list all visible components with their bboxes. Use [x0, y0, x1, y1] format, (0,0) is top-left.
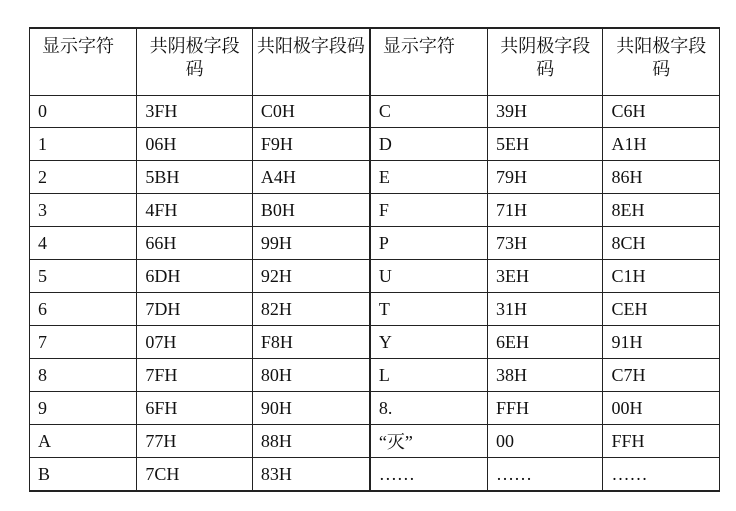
table-row	[30, 293, 720, 326]
cell-display-char-2: U	[370, 260, 488, 293]
cell-common-anode-code: B0H	[252, 194, 370, 227]
cell-display-char-2: T	[370, 293, 488, 326]
cell-display-char-2: L	[370, 359, 488, 392]
cell-display-char: 6	[30, 293, 137, 326]
header-display-char: 显示字符	[30, 28, 137, 96]
cell-common-anode-code-2: CEH	[603, 293, 720, 326]
cell-common-cathode-code-2: 71H	[487, 194, 603, 227]
cell-common-anode-code-2: C1H	[603, 260, 720, 293]
cell-display-char: 2	[30, 161, 137, 194]
cell-common-anode-code-2: A1H	[603, 128, 720, 161]
table-row	[30, 359, 720, 392]
cell-common-anode-code-2: C7H	[603, 359, 720, 392]
cell-common-cathode-code: 3FH	[137, 96, 253, 128]
cell-common-anode-code: 83H	[252, 458, 370, 492]
header-common-cathode-code-2: 共阴极字段码	[487, 28, 603, 96]
cell-common-anode-code-2: 8CH	[603, 227, 720, 260]
cell-display-char: 5	[30, 260, 137, 293]
cell-common-anode-code: 82H	[252, 293, 370, 326]
cell-common-anode-code: A4H	[252, 161, 370, 194]
cell-common-cathode-code: 4FH	[137, 194, 253, 227]
cell-common-cathode-code: 6FH	[137, 392, 253, 425]
header-common-anode-code-2: 共阳极字段码	[603, 28, 720, 96]
header-display-char-2: 显示字符	[370, 28, 488, 96]
cell-display-char-2: Y	[370, 326, 488, 359]
cell-display-char-2: C	[370, 96, 488, 128]
cell-common-cathode-code-2: 79H	[487, 161, 603, 194]
cell-common-cathode-code: 07H	[137, 326, 253, 359]
table-row	[30, 96, 720, 128]
cell-common-cathode-code: 5BH	[137, 161, 253, 194]
cell-display-char: A	[30, 425, 137, 458]
cell-common-cathode-code: 77H	[137, 425, 253, 458]
cell-display-char: 9	[30, 392, 137, 425]
table-row	[30, 128, 720, 161]
cell-common-cathode-code-2: 31H	[487, 293, 603, 326]
cell-common-anode-code: 90H	[252, 392, 370, 425]
cell-display-char: 8	[30, 359, 137, 392]
table-row	[30, 194, 720, 227]
cell-common-cathode-code: 66H	[137, 227, 253, 260]
cell-common-cathode-code-2: ……	[487, 458, 603, 492]
cell-common-anode-code: 88H	[252, 425, 370, 458]
table-row	[30, 425, 720, 458]
cell-display-char-2: D	[370, 128, 488, 161]
table-row	[30, 161, 720, 194]
cell-display-char-2: 8.	[370, 392, 488, 425]
cell-display-char-2: ……	[370, 458, 488, 492]
cell-common-cathode-code-2: 73H	[487, 227, 603, 260]
header-common-cathode-code: 共阴极字段码	[137, 28, 253, 96]
cell-common-anode-code: 92H	[252, 260, 370, 293]
cell-common-cathode-code-2: FFH	[487, 392, 603, 425]
cell-common-cathode-code-2: 6EH	[487, 326, 603, 359]
cell-common-cathode-code: 06H	[137, 128, 253, 161]
cell-display-char-2: P	[370, 227, 488, 260]
table-row	[30, 392, 720, 425]
table-row	[30, 326, 720, 359]
cell-common-cathode-code: 7CH	[137, 458, 253, 492]
table-row	[30, 227, 720, 260]
cell-common-cathode-code: 7FH	[137, 359, 253, 392]
table-row	[30, 458, 720, 492]
cell-display-char: B	[30, 458, 137, 492]
cell-common-cathode-code-2: 38H	[487, 359, 603, 392]
cell-common-anode-code-2: ……	[603, 458, 720, 492]
cell-common-cathode-code-2: 39H	[487, 96, 603, 128]
cell-common-anode-code-2: 91H	[603, 326, 720, 359]
cell-common-cathode-code-2: 5EH	[487, 128, 603, 161]
cell-display-char: 3	[30, 194, 137, 227]
cell-display-char-2: F	[370, 194, 488, 227]
cell-common-cathode-code: 7DH	[137, 293, 253, 326]
header-row	[30, 28, 720, 96]
cell-common-anode-code-2: FFH	[603, 425, 720, 458]
cell-common-anode-code-2: 86H	[603, 161, 720, 194]
cell-display-char: 7	[30, 326, 137, 359]
cell-display-char: 4	[30, 227, 137, 260]
cell-display-char-2: “灭”	[370, 425, 488, 458]
cell-common-cathode-code-2: 00	[487, 425, 603, 458]
cell-common-anode-code-2: C6H	[603, 96, 720, 128]
cell-display-char-2: E	[370, 161, 488, 194]
cell-common-anode-code-2: 00H	[603, 392, 720, 425]
cell-common-anode-code: 80H	[252, 359, 370, 392]
header-common-anode-code: 共阳极字段码	[252, 28, 370, 96]
cell-common-anode-code: F9H	[252, 128, 370, 161]
cell-display-char: 1	[30, 128, 137, 161]
cell-common-anode-code: C0H	[252, 96, 370, 128]
cell-display-char: 0	[30, 96, 137, 128]
table-row	[30, 260, 720, 293]
segment-code-table	[29, 27, 720, 492]
cell-common-cathode-code: 6DH	[137, 260, 253, 293]
cell-common-anode-code-2: 8EH	[603, 194, 720, 227]
cell-common-cathode-code-2: 3EH	[487, 260, 603, 293]
table-body	[30, 96, 720, 492]
cell-common-anode-code: 99H	[252, 227, 370, 260]
cell-common-anode-code: F8H	[252, 326, 370, 359]
